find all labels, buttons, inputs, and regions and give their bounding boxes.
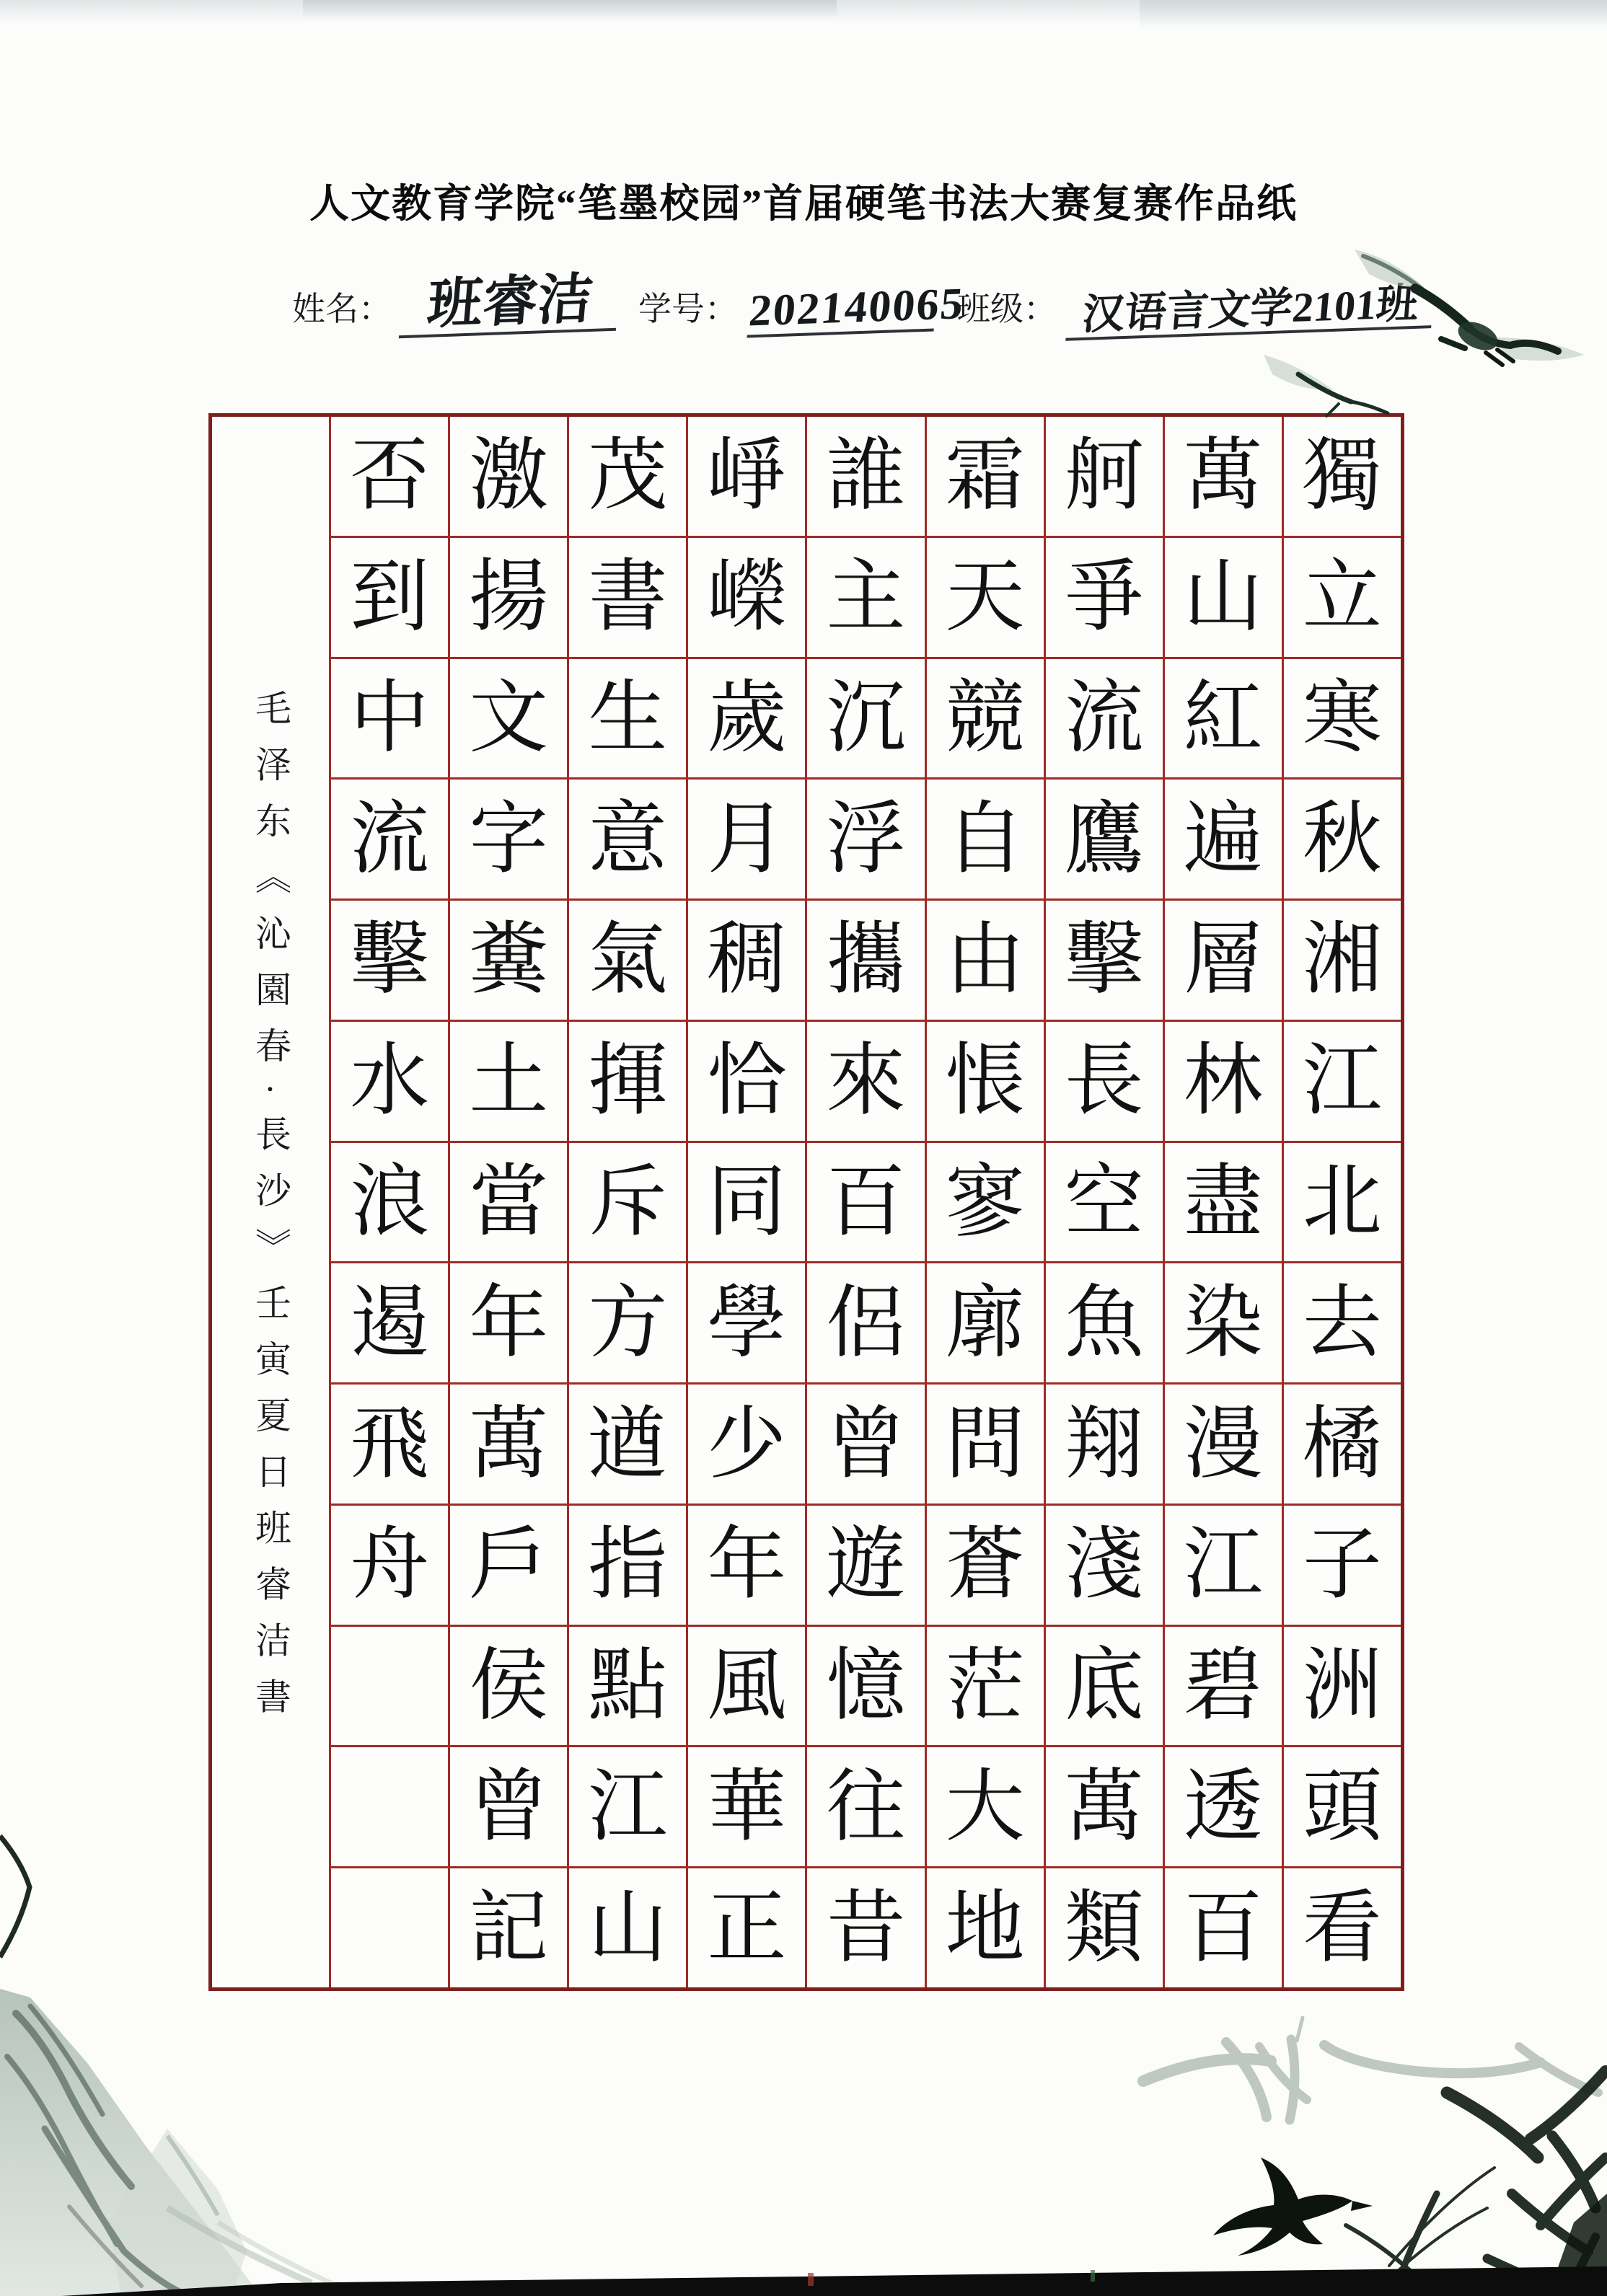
grid-cell: 地 — [945, 1884, 1025, 1972]
grid-cell: 寥 — [927, 1143, 1044, 1264]
grid-cell: 遊 — [807, 1506, 924, 1627]
sheet-title: 人文教育学院“笔墨校园”首届硬笔书法大赛复赛作品纸 — [309, 182, 1298, 226]
grid-cell: 寒 — [1284, 659, 1401, 780]
grid-cell: 同 — [688, 1143, 805, 1264]
edge-ink-mark-icon — [0, 1836, 30, 1957]
grid-cell: 戶 — [450, 1506, 567, 1627]
grid-cell: 秋 — [1284, 780, 1401, 901]
grid-cell: 主 — [807, 538, 924, 659]
grid-cell: 層 — [1165, 901, 1282, 1022]
grid-cell: 攜 — [807, 901, 924, 1022]
grid-cell: 來 — [807, 1022, 924, 1143]
grid-cell: 洲 — [1284, 1627, 1401, 1748]
grid-cell: 方 — [569, 1263, 686, 1385]
grid-cell: 遍 — [1165, 780, 1282, 901]
grid-cell: 揚 — [450, 538, 567, 659]
student-id-label: 学号： — [638, 291, 738, 327]
grid-cell: 恰 — [688, 1022, 805, 1143]
grid-cell: 霜 — [927, 417, 1044, 538]
grid-cell: 曾 — [807, 1385, 924, 1506]
grid-cell: 湘 — [1284, 901, 1401, 1022]
grid-cell: 遏 — [331, 1263, 448, 1385]
grid-cell: 遒 — [569, 1385, 686, 1506]
grid-cell: 橘 — [1284, 1385, 1401, 1506]
grid-cell: 曾 — [450, 1747, 567, 1868]
grid-cell: 去 — [1284, 1263, 1401, 1385]
grid-cell: 沉 — [807, 659, 924, 780]
grid-cell: 廓 — [927, 1263, 1044, 1385]
grid-cell: 侯 — [450, 1627, 567, 1748]
grid-cell: 糞 — [450, 901, 567, 1022]
grid-cell: 北 — [1284, 1143, 1401, 1264]
grid-cell: 氣 — [569, 901, 686, 1022]
grid-cell: 萬 — [1165, 417, 1282, 538]
grid-cell: 類 — [1064, 1884, 1144, 1972]
grid-cell: 揮 — [569, 1022, 686, 1143]
grid-cell: 斥 — [569, 1143, 686, 1264]
grid-cell: 舸 — [1046, 417, 1163, 538]
grid-cell: 淺 — [1046, 1506, 1163, 1627]
grid-cell: 學 — [688, 1263, 805, 1385]
grid-cell: 正 — [707, 1884, 787, 1972]
grid-cell: 華 — [688, 1747, 805, 1868]
grid-cell: 百 — [807, 1143, 924, 1264]
grid-cell: 天 — [927, 538, 1044, 659]
grid-cell: 擊 — [331, 901, 448, 1022]
grid-cell: 魚 — [1046, 1263, 1163, 1385]
grid-cell: 中 — [331, 659, 448, 780]
grid-cell: 往 — [807, 1747, 924, 1868]
grid-cell: 到 — [331, 538, 448, 659]
grid-cell: 土 — [450, 1022, 567, 1143]
grid-cell: 漫 — [1165, 1385, 1282, 1506]
grid-cell: 稠 — [688, 901, 805, 1022]
grid-cell: 頭 — [1284, 1747, 1401, 1868]
grid-cell: 江 — [569, 1747, 686, 1868]
grid-cell: 立 — [1284, 538, 1401, 659]
grid-cell: 浮 — [807, 780, 924, 901]
student-name-value: 班睿洁 — [399, 270, 621, 338]
grid-cell: 爭 — [1046, 538, 1163, 659]
class-value: 汉语言文学2101班 — [1065, 281, 1435, 340]
grid-cell: 鷹 — [1046, 780, 1163, 901]
grid-cell: 自 — [927, 780, 1044, 901]
grid-cell: 點 — [569, 1627, 686, 1748]
grid-cell: 飛 — [331, 1385, 448, 1506]
grid-cell: 林 — [1165, 1022, 1282, 1143]
grid-cell: 少 — [688, 1385, 805, 1506]
grid-cell: 由 — [927, 901, 1044, 1022]
grid-cell: 年 — [450, 1263, 567, 1385]
grid-cell: 誰 — [807, 417, 924, 538]
grid-cell: 染 — [1165, 1263, 1282, 1385]
scanner-edge-strip — [61, 2266, 1607, 2296]
grid-cell: 月 — [688, 780, 805, 901]
grid-cell: 大 — [927, 1747, 1044, 1868]
grid-cell: 風 — [688, 1627, 805, 1748]
grid-cell: 流 — [1046, 659, 1163, 780]
grid-cell: 獨 — [1284, 417, 1401, 538]
grid-cell: 山 — [1165, 538, 1282, 659]
ink-swallow-icon — [1213, 2158, 1373, 2256]
grid-cell: 記 — [469, 1884, 549, 1972]
name-label: 姓名： — [292, 291, 392, 327]
grid-cell: 透 — [1165, 1747, 1282, 1868]
grid-cell: 文 — [450, 659, 567, 780]
ink-mountain-icon — [0, 1989, 340, 2296]
grid-cell: 翔 — [1046, 1385, 1163, 1506]
grid-cell: 昔 — [826, 1884, 906, 1972]
grid-cell: 嶸 — [688, 538, 805, 659]
grid-cell: 紅 — [1165, 659, 1282, 780]
grid-cell: 指 — [569, 1506, 686, 1627]
grid-cell: 年 — [688, 1506, 805, 1627]
grid-cell: 悵 — [927, 1022, 1044, 1143]
grid-cell: 競 — [927, 659, 1044, 780]
student-id-value: 202140065 — [747, 281, 938, 337]
grid-cell: 百 — [1183, 1884, 1263, 1972]
grid-cell: 長 — [1046, 1022, 1163, 1143]
grid-cell: 舟 — [331, 1506, 448, 1627]
grid-cell: 流 — [331, 780, 448, 901]
grid-cell: 崢 — [688, 417, 805, 538]
grid-cell: 盡 — [1165, 1143, 1282, 1264]
grid-cell: 當 — [450, 1143, 567, 1264]
grid-cell: 意 — [569, 780, 686, 901]
grid-cell: 萬 — [1046, 1747, 1163, 1868]
grid-cell: 茂 — [569, 417, 686, 538]
grid-cell: 水 — [331, 1022, 448, 1143]
grid-cell: 歲 — [688, 659, 805, 780]
ink-bamboo-icon — [1143, 2018, 1607, 2296]
grid-cell: 江 — [1165, 1506, 1282, 1627]
grid-cell: 字 — [450, 780, 567, 901]
grid-cell: 書 — [569, 538, 686, 659]
grid-cell: 山 — [588, 1884, 668, 1972]
grid-cell: 否 — [331, 417, 448, 538]
grid-cell: 碧 — [1165, 1627, 1282, 1748]
grid-cell: 激 — [450, 417, 567, 538]
grid-cell: 蒼 — [927, 1506, 1044, 1627]
class-label: 班级： — [957, 291, 1057, 327]
grid-cell: 萬 — [450, 1385, 567, 1506]
grid-cell: 侶 — [807, 1263, 924, 1385]
grid-cell: 憶 — [807, 1627, 924, 1748]
colophon-text: 毛泽东《沁園春·長沙》壬寅夏日班睿洁書 — [250, 689, 291, 1734]
grid-cell: 看 — [1302, 1884, 1382, 1972]
grid-cell: 空 — [1046, 1143, 1163, 1264]
ink-birds-icon — [1264, 250, 1584, 416]
grid-cell: 子 — [1284, 1506, 1401, 1627]
grid-cell: 浪 — [331, 1143, 448, 1264]
grid-cell: 茫 — [927, 1627, 1044, 1748]
grid-cell: 底 — [1046, 1627, 1163, 1748]
grid-cell: 生 — [569, 659, 686, 780]
grid-cell: 擊 — [1046, 901, 1163, 1022]
grid-cell: 江 — [1284, 1022, 1401, 1143]
grid-cell: 問 — [927, 1385, 1044, 1506]
